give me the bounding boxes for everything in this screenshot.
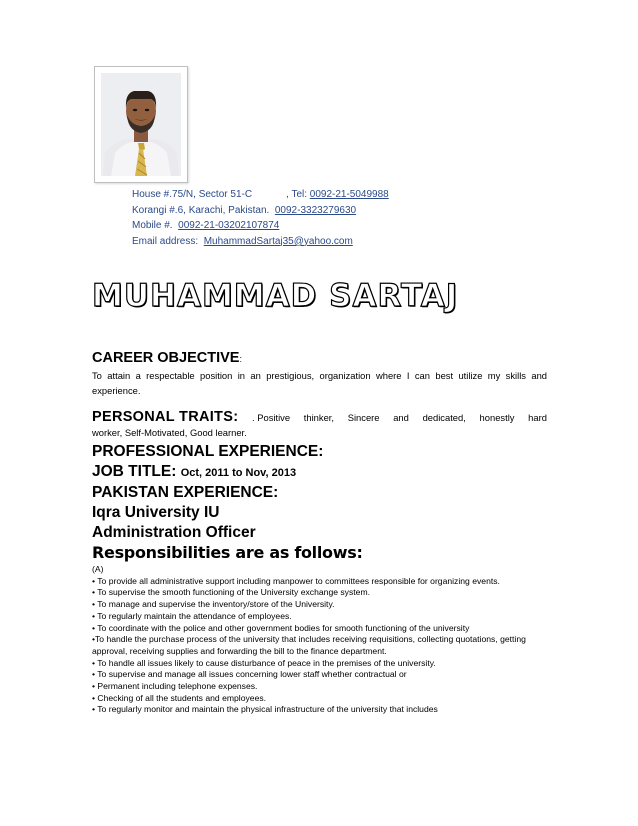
career-objective-heading [92,349,547,368]
tel-label: , Tel: [286,189,310,200]
responsibility-item: • To manage and supervise the inventory/store of the University. [92,599,335,610]
personal-traits-line2: worker, Self-Motivated, Good learner. [92,427,247,438]
candidate-name: MUHAMMAD SARTAJ [92,278,459,314]
job-title-line [92,462,547,483]
responsibility-item: • To regularly maintain the attendance of employees. [92,610,292,621]
profile-photo-frame [94,66,188,183]
trait-word: . Positive [252,412,291,423]
mobile-link[interactable]: 0092-21-03202107874 [178,220,280,232]
trait-word: Sincere [347,412,380,423]
contact-row-address1 [132,187,389,203]
resume-content [92,349,547,716]
contact-row-email [132,234,389,250]
personal-traits-line [92,409,547,425]
responsibility-item: • To coordinate with the police and other government bodies for smooth functioning of the university [92,622,470,633]
contact-row-mobile [132,218,389,234]
responsibility-item: • To regularly monitor and maintain the physical infrastructure of the university that includes [92,704,438,715]
responsibility-item: • Checking of all the students and employees. [92,692,267,703]
contact-row-address2 [132,203,389,219]
pakistan-experience-heading: PAKISTAN EXPERIENCE: [92,484,279,501]
job-dates: Oct, 2011 to Nov, 2013 [180,467,297,479]
trait-word: hard [528,412,547,423]
responsibility-item: • To supervise the smooth functioning of the University exchange system. [92,587,370,598]
email-label: Email address: [132,235,199,247]
contact-block [132,187,389,249]
address-line2: Korangi #.6, Karachi, Pakistan. [132,204,270,216]
employer-name: Iqra University IU [92,504,220,521]
phone2-link[interactable]: 0092-3323279630 [274,204,357,216]
mobile-label: Mobile #. [132,220,173,232]
trait-word: and [393,412,409,423]
career-objective-text: To attain a respectable position in an prestigious, organization where I can best utilize my skills and experience. [92,370,547,396]
section-a-label: (A) [92,564,104,574]
position-title: Administration Officer [92,524,256,541]
responsibility-item: • Permanent including telephone expenses. [92,681,258,692]
career-objective-title: CAREER OBJECTIVE [92,350,240,366]
professional-experience-heading: PROFESSIONAL EXPERIENCE: [92,443,324,460]
tel-link[interactable]: 0092-21-5049988 [309,189,389,200]
trait-word: thinker, [303,412,335,423]
trait-word: dedicated, [422,412,466,423]
responsibility-item: •To handle the purchase process of the university that includes receiving requisitions, collecting quotations, getting approval, receiving supplies and forwarding the bill to the finance department. [92,634,526,656]
job-title-label: JOB TITLE: [92,463,177,480]
responsibility-item: • To supervise and manage all issues concerning lower staff whether contractual or [92,669,407,680]
responsibilities-heading: Responsibilities are as follows: [92,543,363,562]
profile-photo [101,73,181,176]
responsibility-item: • To provide all administrative support including manpower to committees responsible for organizing events. [92,575,500,586]
address-line1: House #.75/N, Sector 51-C [132,189,253,200]
personal-traits-heading: PERSONAL TRAITS: [92,409,239,425]
responsibility-item: • To handle all issues likely to cause disturbance of peace in the premises of the university. [92,657,436,668]
email-link[interactable]: MuhammadSartaj35@yahoo.com [203,235,353,247]
career-objective-colon: : [239,354,242,364]
trait-word: honestly [479,412,515,423]
